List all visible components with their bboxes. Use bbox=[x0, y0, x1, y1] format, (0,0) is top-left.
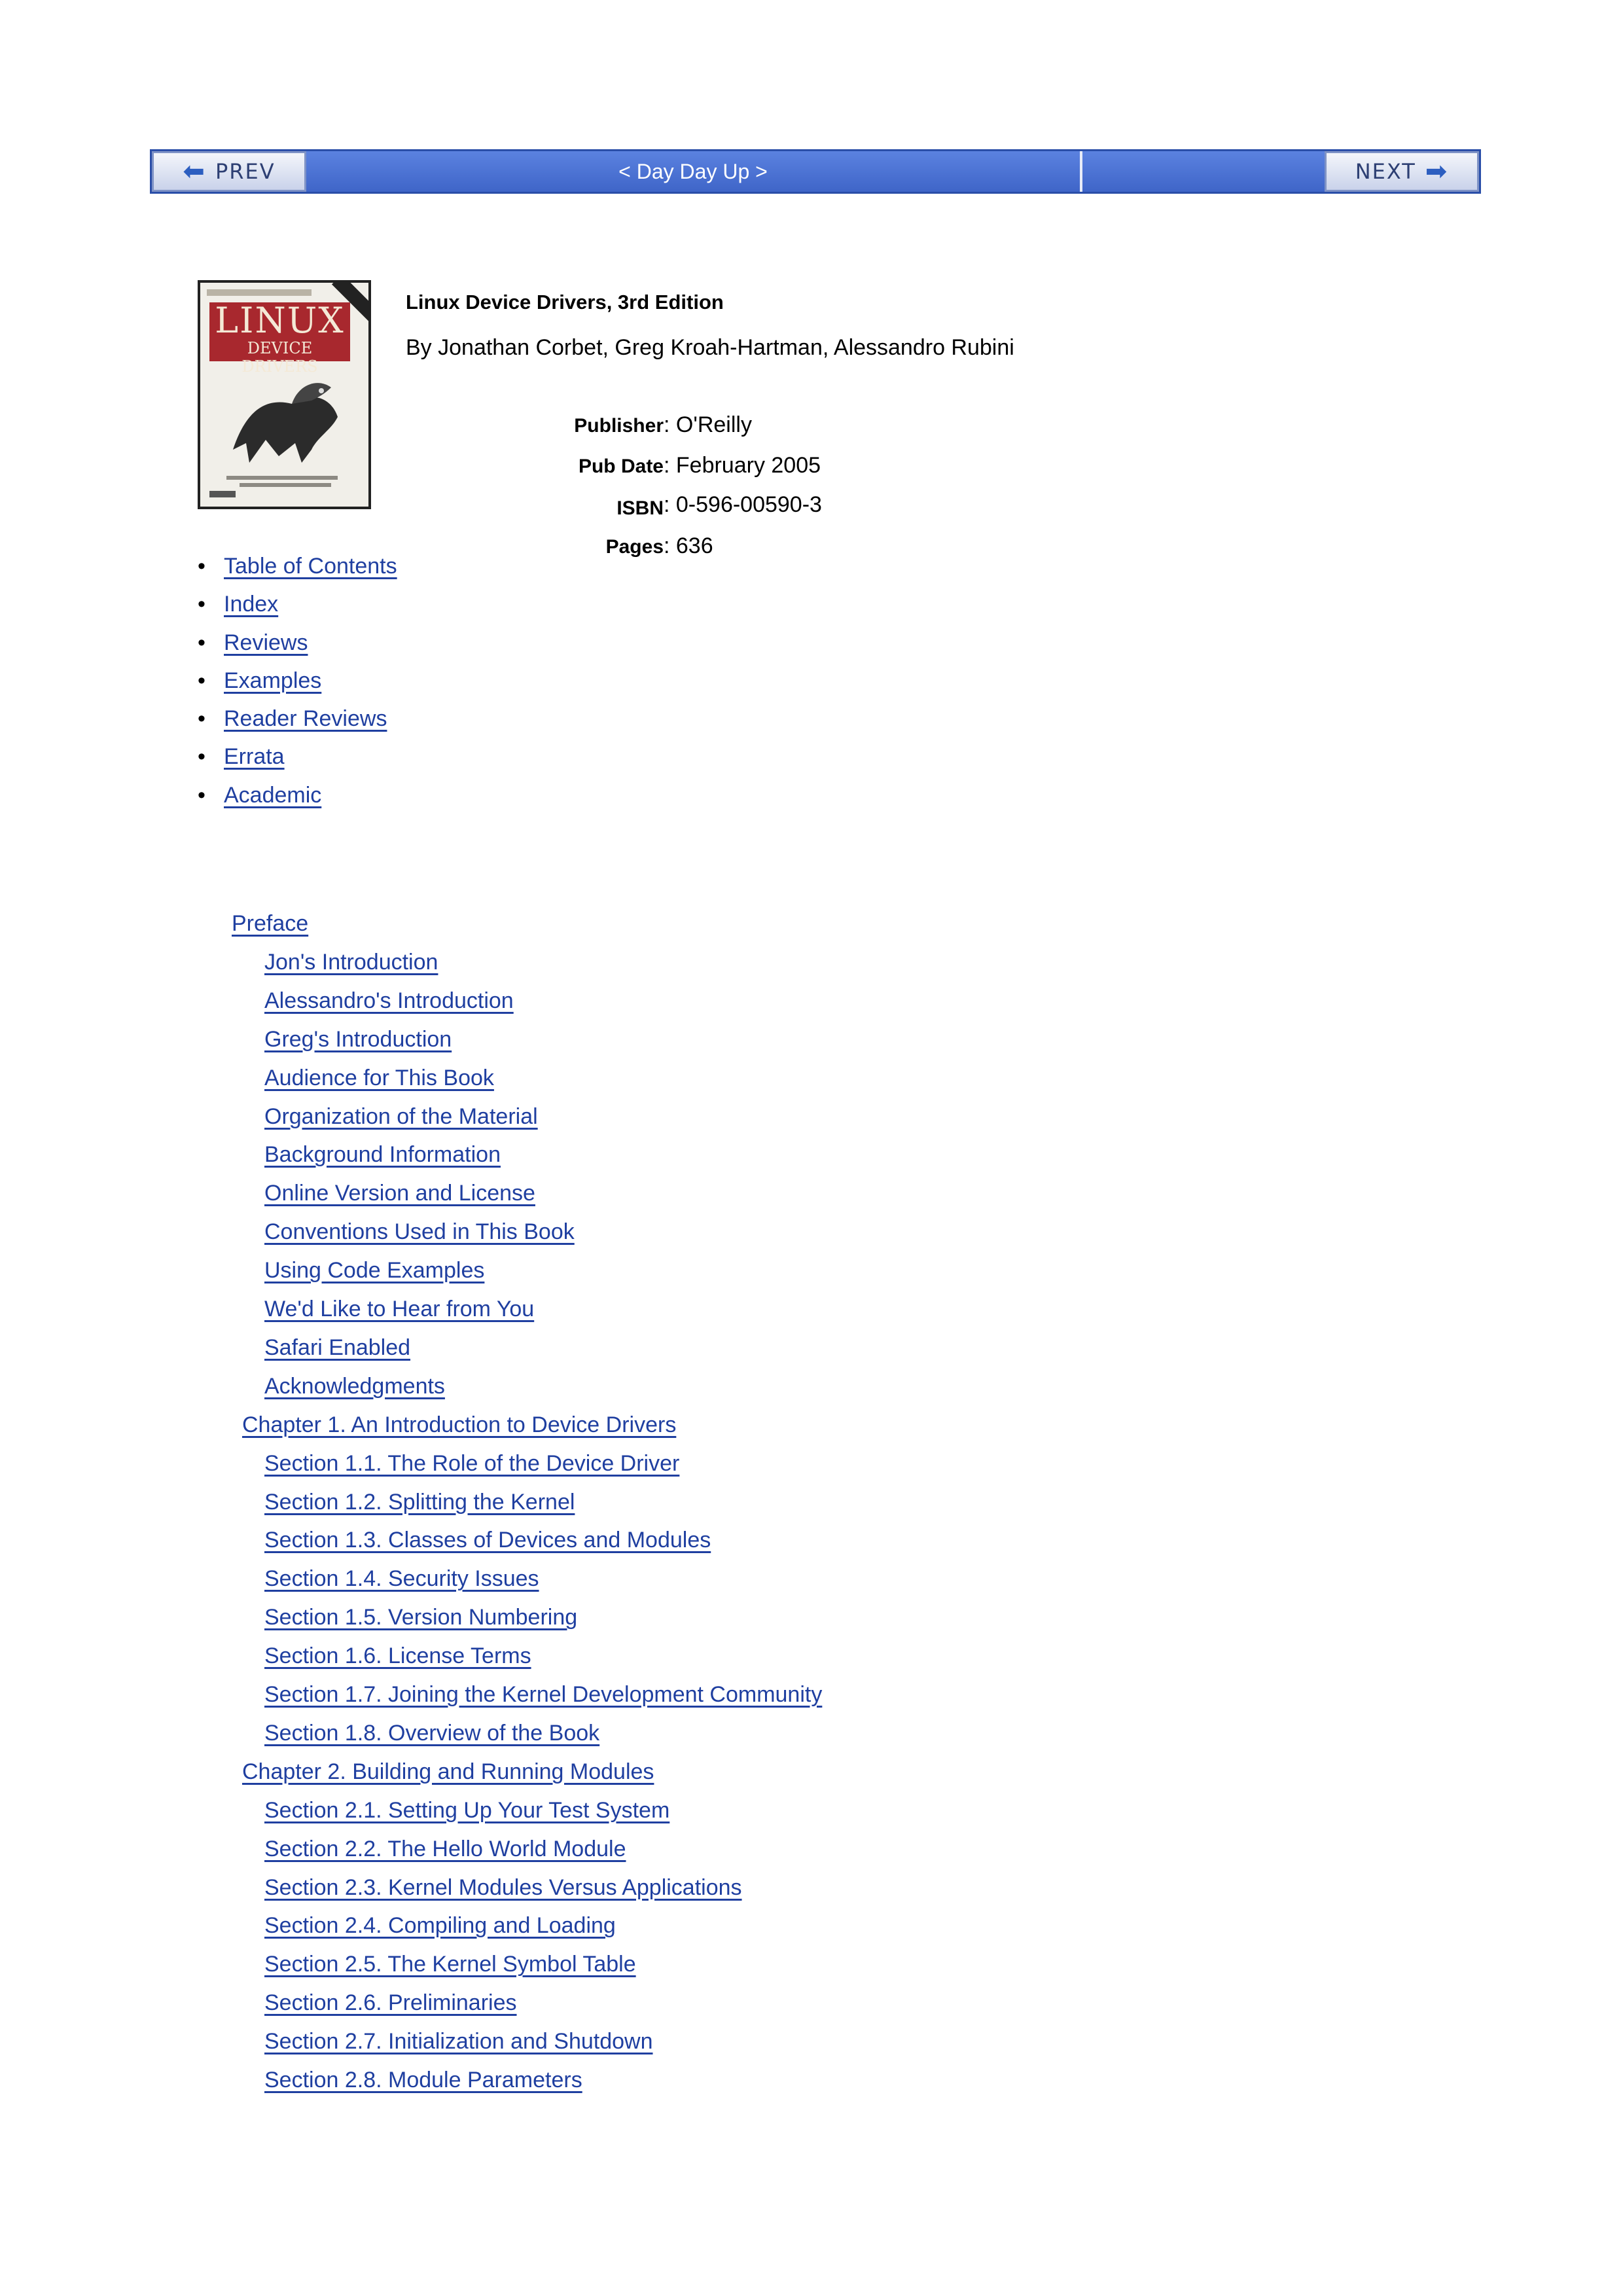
cover-title-line2: DEVICE DRIVERS bbox=[241, 339, 318, 376]
link-academic[interactable]: Academic bbox=[224, 782, 322, 808]
right-arrow-icon: ➡ bbox=[1425, 156, 1449, 187]
cover-title-line1: LINUX bbox=[215, 300, 345, 341]
meta-value: : 636 bbox=[664, 533, 713, 558]
toc-link[interactable]: Organization of the Material bbox=[264, 1103, 538, 1129]
toc-link[interactable]: Section 1.7. Joining the Kernel Development Community bbox=[264, 1682, 823, 1707]
toc-link[interactable]: Conventions Used in This Book bbox=[264, 1219, 575, 1245]
list-item bbox=[198, 783, 397, 821]
toc-link[interactable]: Preface bbox=[232, 911, 309, 936]
meta-row-pubdate bbox=[0, 453, 916, 486]
list-item bbox=[198, 668, 397, 706]
meta-value: : O'Reilly bbox=[664, 412, 752, 437]
toc-link[interactable]: Section 1.1. The Role of the Device Driver bbox=[264, 1450, 680, 1476]
toc-link[interactable]: Section 1.2. Splitting the Kernel bbox=[264, 1489, 575, 1515]
toc-link[interactable]: Section 2.3. Kernel Modules Versus Applications bbox=[264, 1874, 742, 1900]
book-authors: By Jonathan Corbet, Greg Kroah-Hartman, Alessandro Rubini bbox=[406, 335, 1014, 360]
cover-title-box bbox=[209, 300, 350, 376]
meta-value: : 0-596-00590-3 bbox=[664, 492, 822, 517]
toc-link[interactable]: Chapter 1. An Introduction to Device Drivers bbox=[242, 1412, 677, 1437]
link-errata[interactable]: Errata bbox=[224, 744, 285, 770]
toc-link[interactable]: Background Information bbox=[264, 1142, 501, 1168]
next-button[interactable] bbox=[1325, 151, 1479, 192]
cover-strip bbox=[207, 289, 312, 296]
toc-link[interactable]: Audience for This Book bbox=[264, 1065, 494, 1090]
meta-value: : February 2005 bbox=[664, 453, 821, 478]
toc-link[interactable]: Section 2.7. Initialization and Shutdown bbox=[264, 2029, 653, 2054]
toc-link[interactable]: Online Version and License bbox=[264, 1181, 535, 1206]
book-title: Linux Device Drivers, 3rd Edition bbox=[406, 291, 724, 314]
nav-spacer bbox=[1082, 151, 1325, 192]
toc-link[interactable]: Section 2.5. The Kernel Symbol Table bbox=[264, 1952, 636, 1977]
toc-link[interactable]: Acknowledgments bbox=[264, 1373, 445, 1399]
prev-button[interactable] bbox=[152, 151, 306, 192]
bullet-icon: • bbox=[198, 592, 205, 617]
next-label: NEXT bbox=[1355, 159, 1416, 184]
bullet-icon: • bbox=[198, 554, 205, 579]
toc-link[interactable]: Greg's Introduction bbox=[264, 1026, 452, 1052]
resource-links bbox=[198, 554, 397, 821]
meta-row-publisher bbox=[0, 412, 916, 445]
bullet-icon: • bbox=[198, 706, 205, 732]
link-examples[interactable]: Examples bbox=[224, 668, 322, 693]
list-item bbox=[198, 630, 397, 668]
link-reader-reviews[interactable]: Reader Reviews bbox=[224, 706, 387, 732]
list-item bbox=[198, 554, 397, 592]
prev-label: PREV bbox=[215, 159, 276, 184]
left-arrow-icon: ⬅ bbox=[183, 156, 206, 187]
meta-key: Publisher bbox=[574, 415, 664, 437]
link-index[interactable]: Index bbox=[224, 592, 279, 617]
link-table-of-contents[interactable]: Table of Contents bbox=[224, 554, 397, 579]
toc-link[interactable]: Section 1.3. Classes of Devices and Modules bbox=[264, 1528, 711, 1553]
toc-link[interactable]: Section 2.1. Setting Up Your Test System bbox=[264, 1797, 670, 1823]
toc-link[interactable]: Section 2.2. The Hello World Module bbox=[264, 1836, 626, 1861]
meta-key: Pub Date bbox=[578, 456, 664, 477]
bullet-icon: • bbox=[198, 782, 205, 808]
toc-link[interactable]: Section 2.6. Preliminaries bbox=[264, 1990, 517, 2016]
toc-link[interactable]: Chapter 2. Building and Running Modules bbox=[242, 1759, 654, 1784]
day-day-up-link[interactable]: < Day Day Up > bbox=[306, 151, 1080, 192]
meta-row-pages bbox=[0, 533, 916, 566]
meta-key: Pages bbox=[605, 536, 664, 558]
list-item bbox=[198, 592, 397, 630]
toc-link[interactable]: Alessandro's Introduction bbox=[264, 988, 514, 1013]
toc-link[interactable]: Section 2.4. Compiling and Loading bbox=[264, 1913, 616, 1939]
toc-link[interactable]: We'd Like to Hear from You bbox=[264, 1297, 535, 1321]
toc-link[interactable]: Section 1.4. Security Issues bbox=[264, 1566, 539, 1592]
toc-link[interactable]: Section 1.6. License Terms bbox=[264, 1643, 531, 1669]
bullet-icon: • bbox=[198, 744, 205, 770]
meta-key: ISBN bbox=[616, 497, 664, 519]
nav-bar bbox=[150, 149, 1481, 194]
list-item bbox=[198, 744, 397, 782]
toc-link[interactable]: Safari Enabled bbox=[264, 1335, 411, 1360]
bullet-icon: • bbox=[198, 630, 205, 655]
list-item bbox=[198, 706, 397, 744]
link-reviews[interactable]: Reviews bbox=[224, 630, 308, 655]
toc-link[interactable]: Using Code Examples bbox=[264, 1258, 485, 1283]
toc-link[interactable]: Section 2.8. Module Parameters bbox=[264, 2068, 582, 2092]
toc-link[interactable]: Section 1.8. Overview of the Book bbox=[264, 1720, 600, 1746]
meta-row-isbn bbox=[0, 492, 916, 525]
toc-link[interactable]: Section 1.5. Version Numbering bbox=[264, 1605, 578, 1630]
toc-link[interactable]: Jon's Introduction bbox=[264, 949, 438, 975]
bullet-icon: • bbox=[198, 668, 205, 693]
